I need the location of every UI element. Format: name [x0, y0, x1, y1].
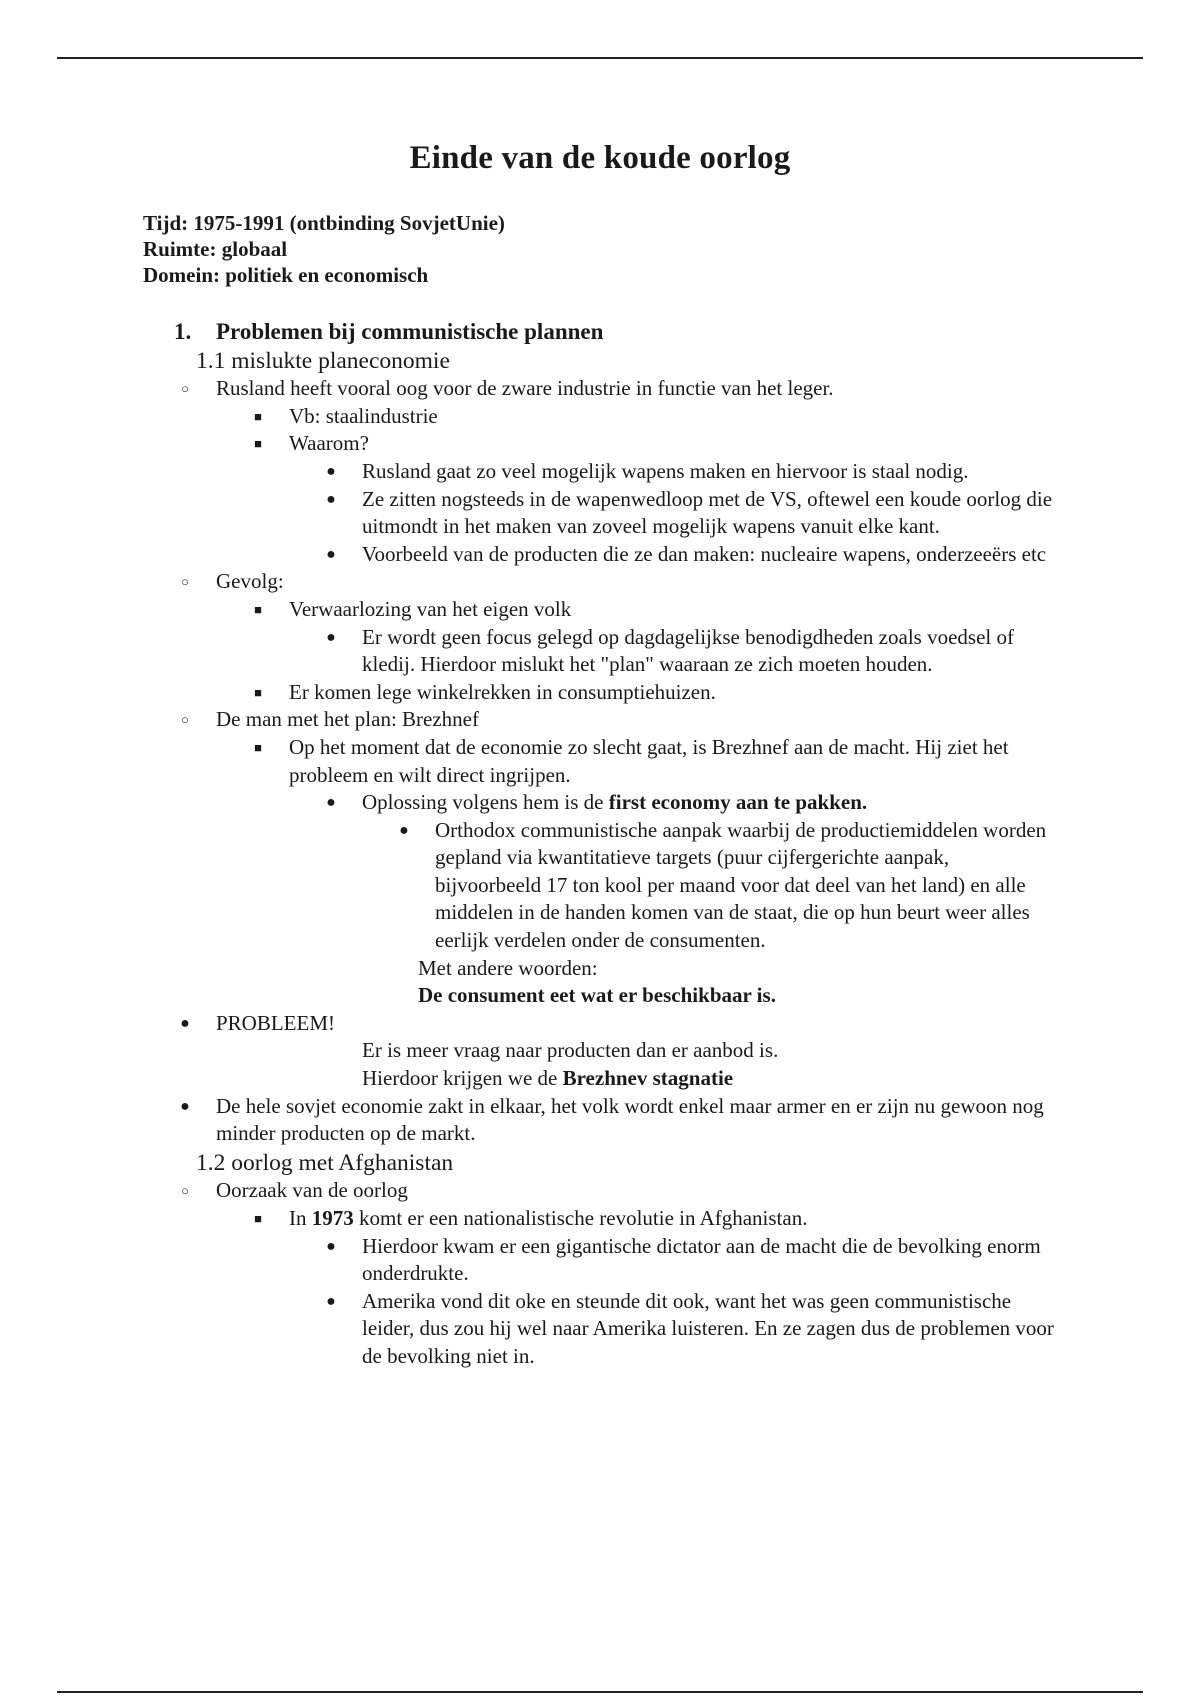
list-item-text: Vb: staalindustrie — [289, 403, 438, 428]
circle-bullet-icon: ○ — [181, 574, 189, 590]
list-item-bold: 1973 — [311, 1206, 354, 1230]
square-bullet-icon: ■ — [254, 739, 262, 755]
list-item-text: De man met het plan: Brezhnef — [216, 707, 479, 732]
list-item-text: Oplossing volgens hem is de — [362, 790, 609, 815]
list-item — [0, 403, 989, 431]
circle-bullet-icon: ○ — [181, 1183, 189, 1199]
list-item-text: Rusland gaat zo veel mogelijk wapens maken en hiervoor is staal nodig. — [362, 458, 969, 483]
list-item-text: Orthodox communistische aanpak waarbij de productiemiddelen worden gepland via kwantitatieve targets (puur cijfergerichte aanpak, bijvoorbeeld 17 ton kool per maand voor dat deel van het land) en alle middelen in de handen komen van de staat, die op hun beurt weer alles eerlijk verdelen onder de consumenten. — [435, 817, 1047, 953]
list-item-text: Er komen lege winkelrekken in consumptiehuizen. — [289, 679, 716, 704]
square-bullet-icon: ■ — [254, 684, 262, 700]
bottom-rule — [57, 1691, 1143, 1693]
dot-bullet-icon: ● — [399, 821, 409, 839]
list-item-text: Amerika vond dit oke en steunde dit ook, want het was geen communistische leider, dus zou hij wel naar Amerika luisteren. En ze zagen dus de problemen voor de bevolking niet in. — [362, 1288, 1054, 1368]
list-item — [0, 1093, 1061, 1148]
list-item — [0, 1177, 996, 1205]
meta-tijd: Tijd: 1975-1991 (ontbinding SovjetUnie) — [143, 211, 505, 235]
continuation-line — [0, 1065, 1200, 1093]
list-item — [0, 1205, 1059, 1233]
meta-domein: Domein: politiek en economisch — [143, 263, 429, 287]
circle-bullet-icon: ○ — [181, 381, 189, 397]
list-item-bold: Brezhnev stagnatie — [562, 1066, 734, 1091]
list-item-text: Verwaarlozing van het eigen volk — [289, 596, 572, 621]
list-item — [0, 679, 1049, 707]
list-item — [0, 458, 1057, 486]
list-item-text: Rusland heeft vooral oog voor de zware industrie in functie van het leger. — [216, 376, 834, 401]
list-item-text: Op het moment dat de economie zo slecht gaat, is Brezhnef aan de macht. Hij ziet het probleem en wilt direct ingrijpen. — [289, 734, 1009, 787]
document-body — [0, 316, 1200, 1371]
square-bullet-icon: ■ — [254, 436, 262, 452]
list-item-text: Waarom? — [289, 431, 369, 456]
dot-bullet-icon: ● — [180, 1014, 190, 1032]
document-title: Einde van de koude oorlog — [409, 140, 791, 176]
list-item-bold: first economy aan te pakken. — [608, 790, 868, 815]
document-meta — [143, 210, 505, 288]
list-item — [0, 734, 1059, 789]
list-item-text: Hierdoor krijgen we de — [362, 1066, 563, 1091]
continuation-line: Er is meer vraag naar producten dan er aanbod is. — [362, 1038, 779, 1063]
dot-bullet-icon: ● — [326, 628, 336, 646]
list-item-text: Er wordt geen focus gelegd op dagdagelijkse benodigdheden zoals voedsel of kledij. Hierdoor mislukt het "plan" waaraan ze zich moeten houden. — [362, 624, 1014, 677]
subsection-heading: 1.1 mislukte planeconomie — [196, 347, 450, 374]
list-item — [0, 430, 989, 458]
list-item — [0, 706, 996, 734]
dot-bullet-icon: ● — [180, 1097, 190, 1115]
list-item-text: Voorbeeld van de producten die ze dan maken: nucleaire wapens, onderzeeërs etc — [362, 541, 1047, 566]
dot-bullet-icon: ● — [326, 490, 336, 508]
list-item — [0, 568, 996, 596]
dot-bullet-icon: ● — [326, 794, 336, 812]
dot-bullet-icon: ● — [326, 1237, 336, 1255]
list-item-text: komt er een nationalistische revolutie in Afghanistan. — [353, 1206, 808, 1230]
list-item-text: Ze zitten nogsteeds in de wapenwedloop met de VS, oftewel een koude oorlog die uitmondt in het maken van zoveel mogelijk wapens vanuit elke kant. — [362, 486, 1053, 539]
dot-bullet-icon: ● — [326, 462, 336, 480]
list-item-text: Oorzaak van de oorlog — [216, 1178, 408, 1203]
list-item-text: PROBLEEM! — [216, 1010, 336, 1035]
list-item — [0, 624, 1057, 679]
list-item — [0, 1233, 1057, 1288]
list-item-text: Gevolg: — [216, 569, 284, 594]
subsection-heading: 1.2 oorlog met Afghanistan — [196, 1149, 454, 1176]
list-item — [0, 1010, 996, 1038]
continuation-line: De consument eet wat er beschikbaar is. — [418, 983, 776, 1008]
section-title: Problemen bij communistische plannen — [216, 319, 604, 344]
list-item — [0, 541, 1057, 569]
list-item — [0, 1288, 1057, 1371]
meta-ruimte: Ruimte: globaal — [143, 237, 288, 261]
circle-bullet-icon: ○ — [181, 712, 189, 728]
top-rule — [57, 57, 1143, 59]
list-item — [0, 596, 1049, 624]
list-item — [0, 817, 1060, 955]
dot-bullet-icon: ● — [326, 545, 336, 563]
list-item-text: In — [289, 1206, 312, 1230]
list-item — [0, 486, 1057, 541]
list-item — [0, 789, 1057, 817]
dot-bullet-icon: ● — [326, 1292, 336, 1310]
square-bullet-icon: ■ — [254, 408, 262, 424]
list-item-text: De hele sovjet economie zakt in elkaar, het volk wordt enkel maar armer en er zijn nu gewoon nog minder producten op de markt. — [216, 1093, 1044, 1146]
continuation-line: Met andere woorden: — [418, 955, 598, 980]
section-number: 1. — [174, 319, 192, 344]
list-item — [0, 375, 996, 403]
list-item-text: Hierdoor kwam er een gigantische dictator aan de macht die de bevolking enorm onderdrukte. — [362, 1233, 1041, 1286]
square-bullet-icon: ■ — [254, 601, 262, 617]
square-bullet-icon: ■ — [254, 1211, 262, 1226]
section-heading — [0, 318, 1200, 346]
